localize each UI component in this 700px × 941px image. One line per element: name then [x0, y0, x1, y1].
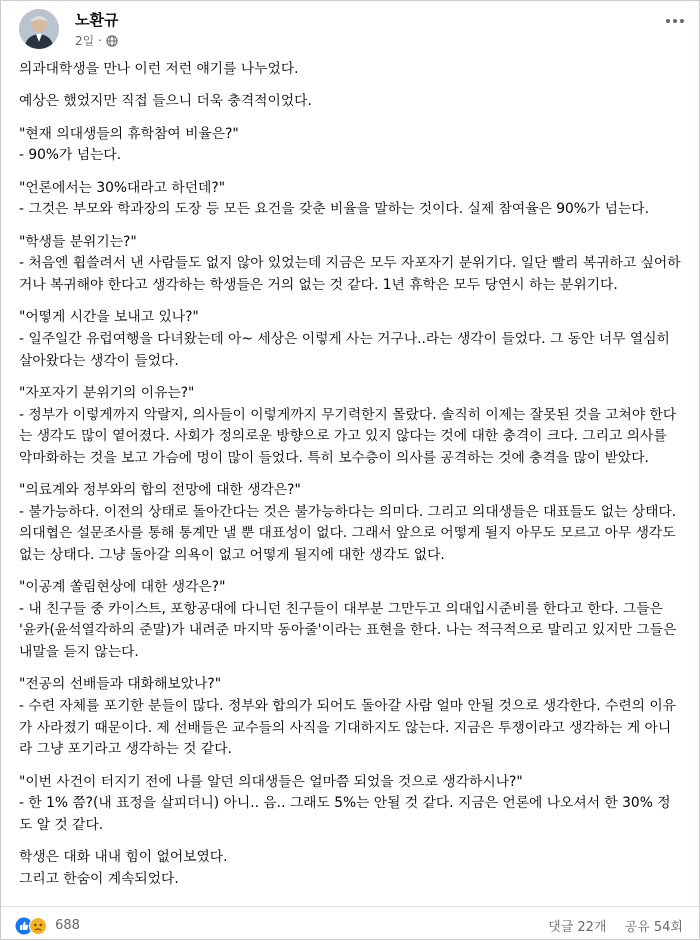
paragraph: "의료계와 정부와의 합의 전망에 대한 생각은?" - 불가능하다. 이전의 상태로 돌아간다는 것은 불가능하다는 의미다. 그리고 의대생들은 대표들도 없는 상태다. 의대협은 설문조사를 통해 통계만 낼 뿐 대표성이 없다. 그래서 앞으로 어떻게 될지 아무도 모르고 아무 생각도 없는 상태다. 그냥 돌아갈 의욕이 없고 어떻게 될지에 대한 생각도 없다. — [19, 482, 677, 563]
paragraph: "언론에서는 30%대라고 하던데?" - 그것은 부모와 학과장의 도장 등 모든 요건을 갖춘 비율을 말하는 것이다. 실제 참여율은 90%가 넘는다. — [19, 179, 649, 218]
author-name[interactable]: 노환규 — [75, 11, 119, 29]
post-header — [15, 7, 687, 51]
post-footer — [1, 906, 699, 941]
paragraph: "학생들 분위기는?" - 처음엔 휩쓸려서 낸 사람들도 없지 않아 있었는데 지금은 모두 자포자기 분위기다. 일단 빨리 복귀하고 싶어하거나 복귀해야 한다고 생각하는 학생들은 거의 없는 것 같다. 1년 휴학은 모두 당연시 하는 분위기다. — [19, 233, 681, 293]
paragraph: 학생은 대화 내내 힘이 없어보였다. 그리고 한숨이 계속되었다. — [19, 849, 228, 887]
avatar[interactable] — [19, 9, 59, 49]
post-stats — [534, 916, 683, 935]
paragraph: 의과대학생을 만나 이런 저런 얘기를 나누었다. — [19, 61, 299, 77]
paragraph: "자포자기 분위기의 이유는?" - 정부가 이렇게까지 악랄지, 의사들이 이렇게까지 무기력한지 몰랐다. 솔직히 이제는 잘못된 것을 고쳐야 한다는 생각도 많이 옅어졌다. 사회가 정의로운 방향으로 가고 있지 않다는 것에 대한 충격이 크다. 그리고 의사를 악마화하는 것을 보고 가슴에 멍이 많이 들었다. 특히 보수층이 의사를 공격하는 것에 충격을 많이 받았다. — [19, 384, 677, 466]
paragraph: 예상은 했었지만 직접 들으니 더욱 충격적이었다. — [19, 93, 312, 110]
reaction-count: 688 — [55, 918, 80, 933]
post-time[interactable]: 2일 — [75, 34, 95, 48]
paragraph: "이번 사건이 터지기 전에 나를 알던 의대생들은 얼마쯤 되었을 것으로 생각하시나?" - 한 1% 쯤?(내 표정을 살피더니) 아니.. 음.. 그래도 5%는 안될 것 같다. 지금은 언론에 나오셔서 한 30% 정도 알 것 같다. — [19, 773, 671, 833]
globe-icon — [106, 35, 118, 47]
more-horizontal-icon — [663, 14, 687, 28]
post-body — [19, 59, 683, 890]
reactions-summary[interactable] — [15, 915, 80, 933]
post-meta: 2일 · — [75, 32, 118, 49]
avatar-photo-icon — [19, 9, 59, 49]
paragraph: "어떻게 시간을 보내고 있나?" - 일주일간 유럽여행을 다녀왔는데 아~ 세상은 이렇게 사는 거구나..라는 생각이 들었다. 그 동안 너무 열심히 살아왔다는 생각이 들었다. — [19, 309, 670, 369]
paragraph: "이공계 쏠림현상에 대한 생각은?" - 내 친구들 중 카이스트, 포항공대에 다니던 친구들이 대부분 그만두고 의대입시준비를 한다고 한다. 그들은 '윤카(윤석열각하의 준말)가 내려준 마지막 동아줄'이라는 표현을 한다. 나는 적극적으로 말리고 있지만 그들은 내말을 듣지 않는다. — [19, 579, 677, 661]
paragraph: "현재 의대생들의 휴학참여 비율은?" - 90%가 넘는다. — [19, 125, 239, 164]
more-options-button[interactable] — [663, 13, 687, 27]
shares-count-link[interactable]: 공유 54회 — [624, 920, 683, 935]
comments-count-link[interactable]: 댓글 22개 — [548, 920, 607, 935]
sad-icon — [29, 917, 47, 935]
paragraph: "전공의 선배들과 대화해보았나?" - 수련 자체를 포기한 분들이 많다. 정부와 합의가 되어도 돌아갈 사람 얼마 안될 것으로 생각한다. 수련의 이유가 사라졌기 때문이다. 제 선배들은 교수들의 사직을 기대하지도 않는다. 지금은 투쟁이라고 생각하는 게 아니라 그냥 포기라고 생각하는 것 같다. — [19, 676, 677, 758]
